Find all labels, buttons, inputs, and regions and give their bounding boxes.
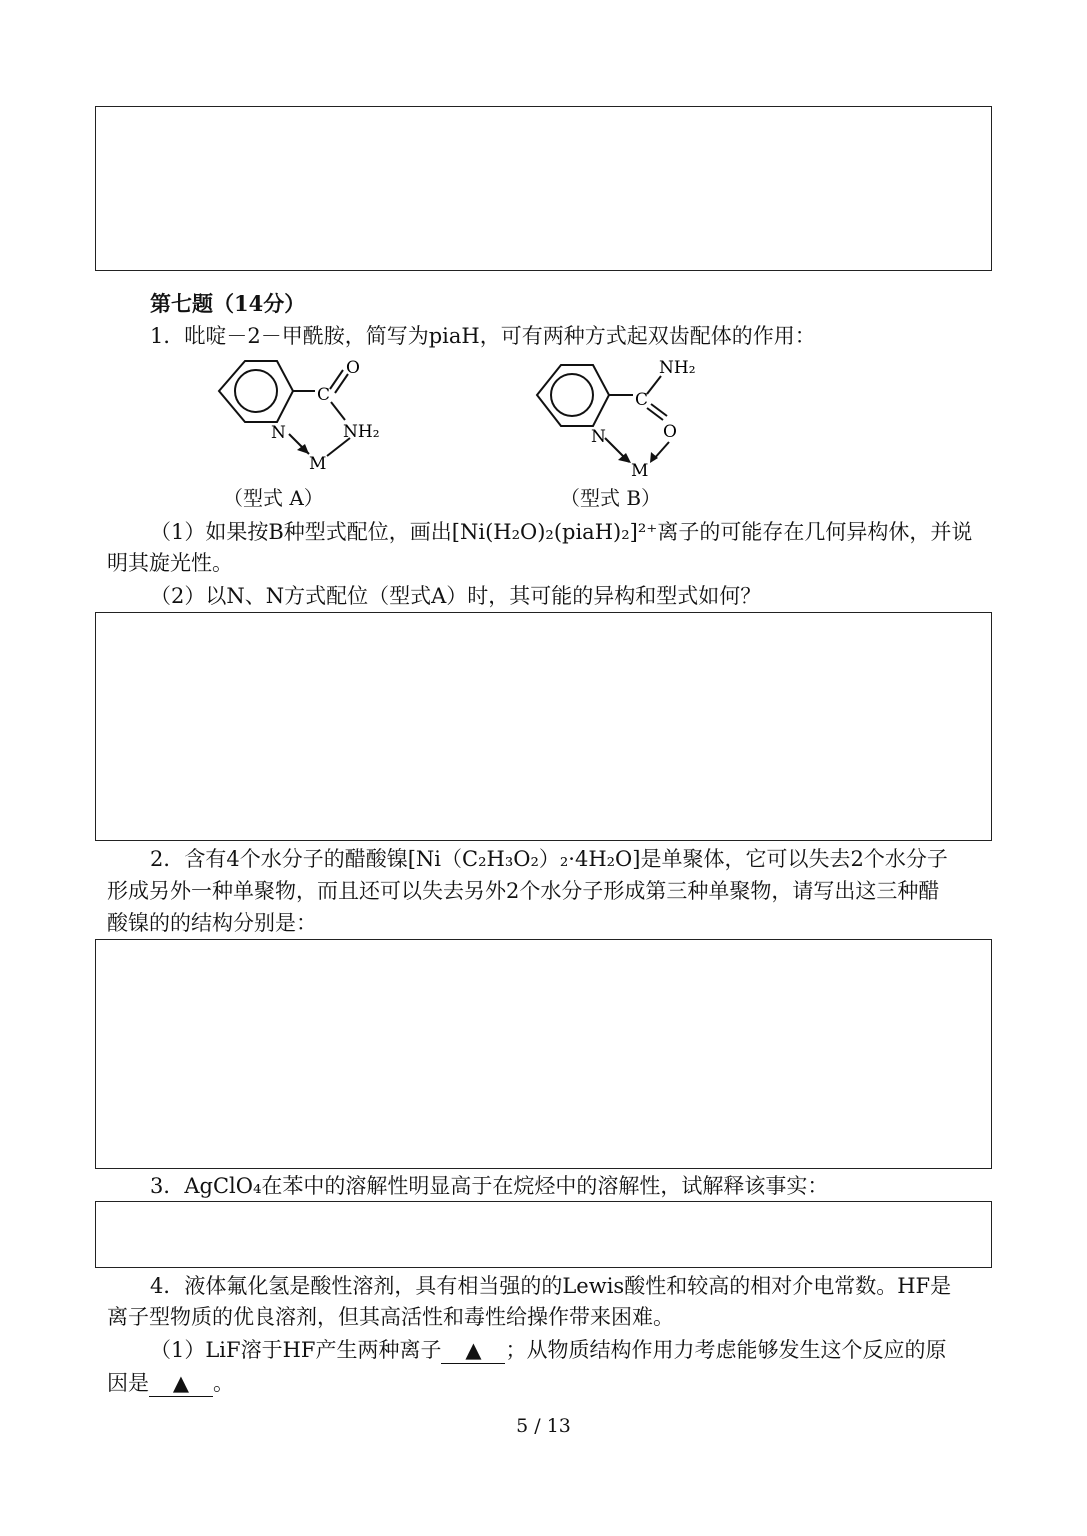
q3-line [150,1171,828,1201]
label-nh2-b: NH₂ [659,358,696,378]
q4-line2: 离子型物质的优良溶剂，但其高活性和毒性给操作带来困难。 [107,1305,674,1329]
q1-part1-formula: [Ni(H₂O)₂(piaH)₂]²⁺ [451,520,658,544]
caption-form-b: （型式 B） [560,486,662,510]
label-m-b: M [631,461,649,480]
q2-line3: 酸镍的的结构分别是： [107,911,317,935]
label-n-b: N [591,427,606,447]
q4-part1-text-c: 因是 [107,1371,149,1395]
aromatic-circle-b [551,374,593,416]
label-o-a: O [346,358,360,378]
q3-text: 在苯中的溶解性明显高于在烷烃中的溶解性，试解释该事实： [261,1174,829,1198]
q2-line1 [150,844,948,874]
q3-prefix: 3． [150,1174,185,1198]
q2-text-a: 2．含有4个水分子的醋酸镍 [150,847,408,871]
label-nh2-a: NH₂ [343,422,380,442]
label-n-a: N [271,423,286,443]
q2-text-b: 是单聚体，它可以失去2个水分子 [640,847,948,871]
answer-box-top[interactable] [95,106,992,271]
structure-form-b [525,352,725,480]
q4-line1: 4．液体氟化氢是酸性溶剂，具有相当强的的Lewis酸性和较高的相对介电常数。HF是 [150,1274,952,1298]
q4-part1-line1 [150,1335,946,1365]
q1-part1-line1 [150,517,972,547]
q1-part1-line2: 明其旋光性。 [107,551,233,575]
caption-form-a: （型式 A） [223,486,324,510]
aromatic-circle-a [235,370,277,412]
label-c-a: C [317,385,331,405]
q1-part2: （2）以N、N方式配位（型式A）时，其可能的异构和型式如何？ [150,584,762,608]
label-o-b: O [663,422,677,442]
section-heading: 第七题（14分） [150,291,306,316]
q4-part1-line2 [107,1368,234,1398]
q4-part1-text-d: 。 [213,1371,234,1395]
q1-intro: 1．吡啶－2－甲酰胺，简写为piaH，可有两种方式起双齿配体的作用： [150,324,816,348]
q4-part1-text-a: （1）LiF溶于HF产生两种离子 [150,1338,442,1362]
label-c-b: C [635,390,649,410]
structure-form-a [205,352,405,480]
label-m-a: M [309,454,327,474]
answer-box-q3[interactable] [95,1201,992,1268]
q4-blank-2[interactable]: ▲ [149,1370,213,1397]
q4-blank-1[interactable]: ▲ [441,1337,505,1364]
q1-part1-text-a: （1）如果按B种型式配位，画出 [150,520,452,544]
q1-part1-text-b: 离子的可能存在几何异构休，并说 [657,520,973,544]
q4-part1-text-b: ；从物质结构作用力考虑能够发生这个反应的原 [505,1338,947,1362]
answer-box-q2[interactable] [95,939,992,1169]
q3-formula: AgClO₄ [184,1174,262,1198]
answer-box-q1[interactable] [95,612,992,841]
page-number: 5 / 13 [516,1415,571,1437]
q2-line2: 形成另外一种单聚物，而且还可以失去另外2个水分子形成第三种单聚物，请写出这三种醋 [107,879,940,903]
q2-formula: [Ni（C₂H₃O₂）₂·4H₂O] [407,847,641,871]
